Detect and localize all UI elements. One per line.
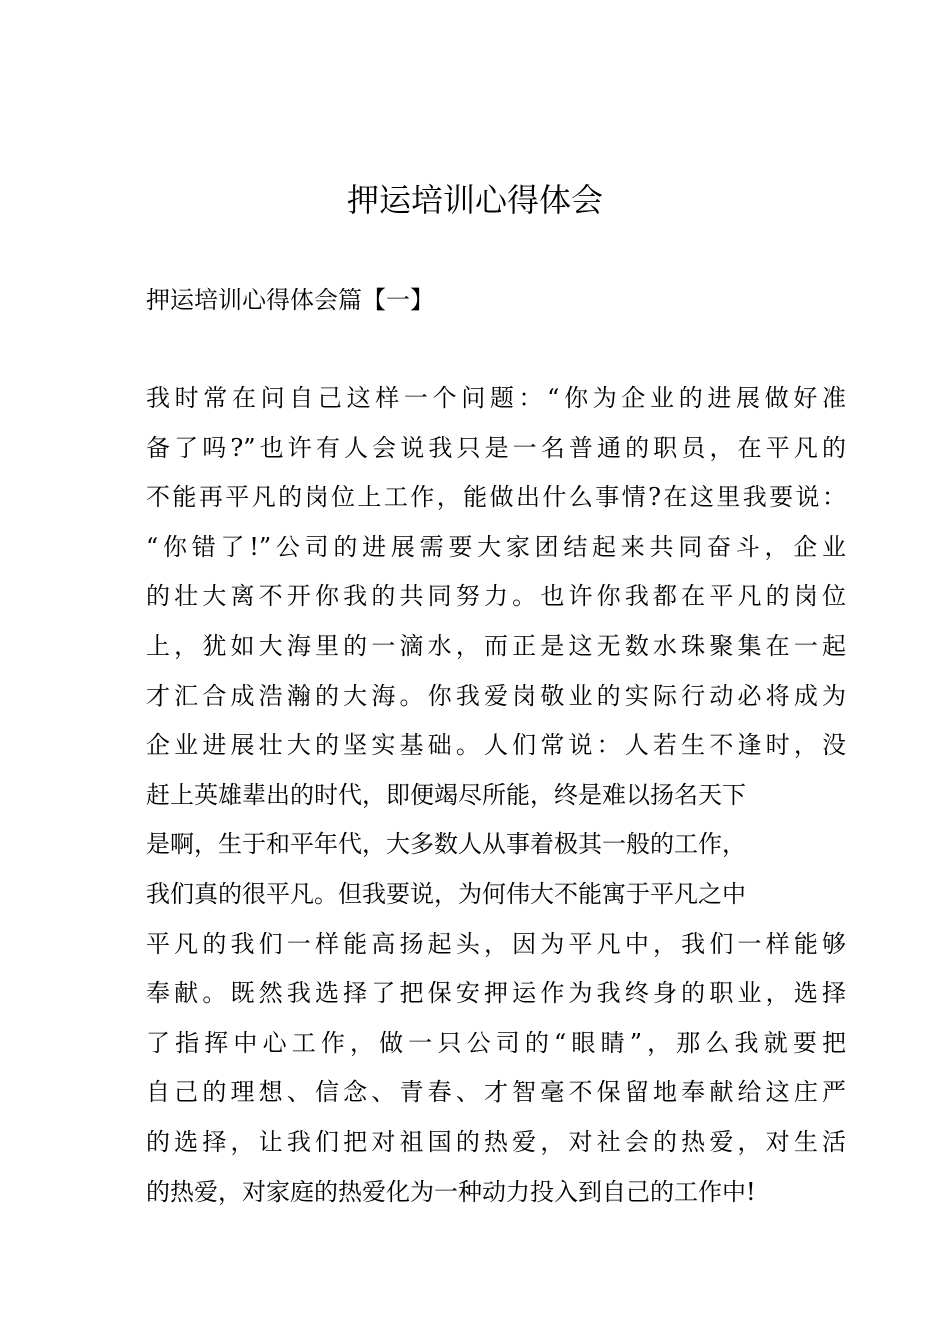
paragraph-line: 自己的理想、信念、青春、才智毫不保留地奉献给这庄严 <box>146 1078 846 1107</box>
section-heading: 押运培训心得体会篇【一】 <box>146 286 434 314</box>
paragraph-line: 备了吗?”也许有人会说我只是一名普通的职员，在平凡的 <box>146 433 846 462</box>
paragraph-line: 赶上英雄辈出的时代，即便竭尽所能，终是难以扬名天下 <box>146 780 746 809</box>
paragraph-line: 企业进展壮大的坚实基础。人们常说：人若生不逢时，没 <box>146 731 846 760</box>
paragraph-line: 的选择，让我们把对祖国的热爱，对社会的热爱，对生活 <box>146 1127 846 1156</box>
paragraph-line: 上，犹如大海里的一滴水，而正是这无数水珠聚集在一起 <box>146 631 846 660</box>
paragraph-line: 是啊，生于和平年代，大多数人从事着极其一般的工作， <box>146 830 746 859</box>
paragraph-line: 我时常在问自己这样一个问题：“你为企业的进展做好准 <box>146 384 846 412</box>
paragraph-line: “你错了!”公司的进展需要大家团结起来共同奋斗，企业 <box>146 532 846 561</box>
paragraph-line: 的热爱，对家庭的热爱化为一种动力投入到自己的工作中! <box>146 1177 756 1206</box>
paragraph-line: 我们真的很平凡。但我要说，为何伟大不能寓于平凡之中 <box>146 879 746 908</box>
paragraph-line: 才汇合成浩瀚的大海。你我爱岗敬业的实际行动必将成为 <box>146 681 846 710</box>
paragraph-line: 了指挥中心工作，做一只公司的“眼睛”，那么我就要把 <box>146 1028 846 1057</box>
body-paragraph <box>146 381 846 1224</box>
paragraph-line: 奉献。既然我选择了把保安押运作为我终身的职业，选择 <box>146 979 846 1008</box>
paragraph-line: 的壮大离不开你我的共同努力。也许你我都在平凡的岗位 <box>146 582 846 611</box>
document-title: 押运培训心得体会 <box>346 181 603 219</box>
paragraph-line: 不能再平凡的岗位上工作，能做出什么事情?在这里我要说： <box>146 483 846 512</box>
paragraph-line: 平凡的我们一样能高扬起头，因为平凡中，我们一样能够 <box>146 929 846 958</box>
